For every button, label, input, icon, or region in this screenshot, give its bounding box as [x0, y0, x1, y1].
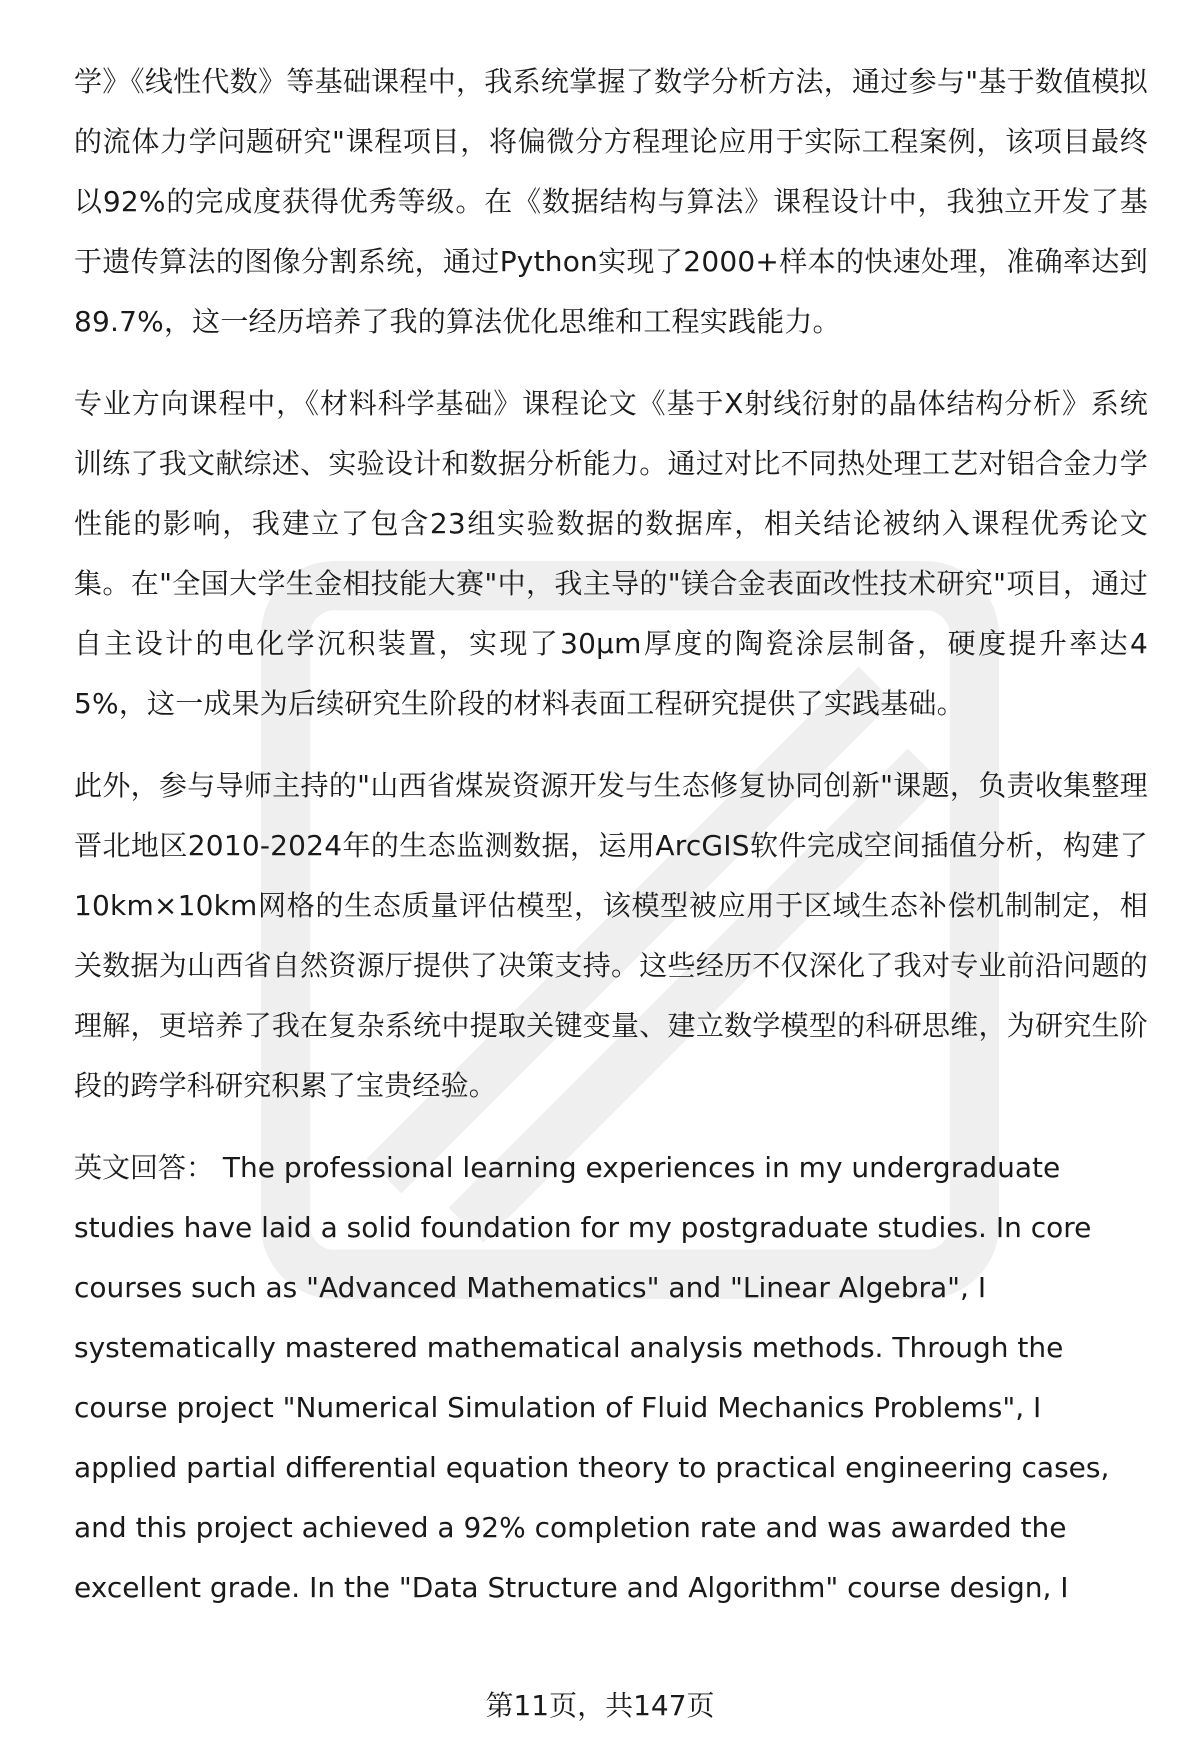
document-page [74, 52, 1148, 1640]
paragraph-3: 此外，参与导师主持的"山西省煤炭资源开发与生态修复协同创新"课题，负责收集整理晋北地区2010-2024年的生态监测数据，运用ArcGIS软件完成空间插值分析，构建了10km×10km网格的生态质量评估模型，该模型被应用于区域生态补偿机制制定，相关数据为山西省自然资源厅提供了决策支持。这些经历不仅深化了我对专业前沿问题的理解，更培养了我在复杂系统中提取关键变量、建立数学模型的科研思维，为研究生阶段的跨学科研究积累了宝贵经验。 [74, 769, 1148, 1102]
paragraph-2: 专业方向课程中，《材料科学基础》课程论文《基于X射线衍射的晶体结构分析》系统训练了我文献综述、实验设计和数据分析能力。通过对比不同热处理工艺对铝合金力学性能的影响，我建立了包含23组实验数据的数据库，相关结论被纳入课程优秀论文集。在"全国大学生金相技能大赛"中，我主导的"镁合金表面改性技术研究"项目，通过自主设计的电化学沉积装置，实现了30μm厚度的陶瓷涂层制备，硬度提升率达45%，这一成果为后续研究生阶段的材料表面工程研究提供了实践基础。 [74, 387, 1148, 720]
page-number-footer: 第11页，共147页 [485, 1689, 715, 1722]
paragraph-1: 学》《线性代数》等基础课程中，我系统掌握了数学分析方法，通过参与"基于数值模拟的流体力学问题研究"课程项目，将偏微分方程理论应用于实际工程案例，该项目最终以92%的完成度获得优秀等级。在《数据结构与算法》课程设计中，我独立开发了基于遗传算法的图像分割系统，通过Python实现了2000+样本的快速处理，准确率达到89.7%，这一经历培养了我的算法优化思维和工程实践能力。 [74, 65, 1148, 338]
paragraph-english-answer: 英文回答： The professional learning experiences in my undergraduate studies have laid a solid foundation for my postgraduate studies. In core courses such as "Advanced Mathematics" and "Linear Algebra", I systematically mastered mathematical analysis methods. Through the course project "Numerical Simulation of Fluid Mechanics Problems", I applied partial differential equation theory to practical engineering cases, and this project achieved a 92% completion rate and was awarded the excellent grade. In the "Data Structure and Algorithm" course design, I [74, 1151, 1110, 1604]
